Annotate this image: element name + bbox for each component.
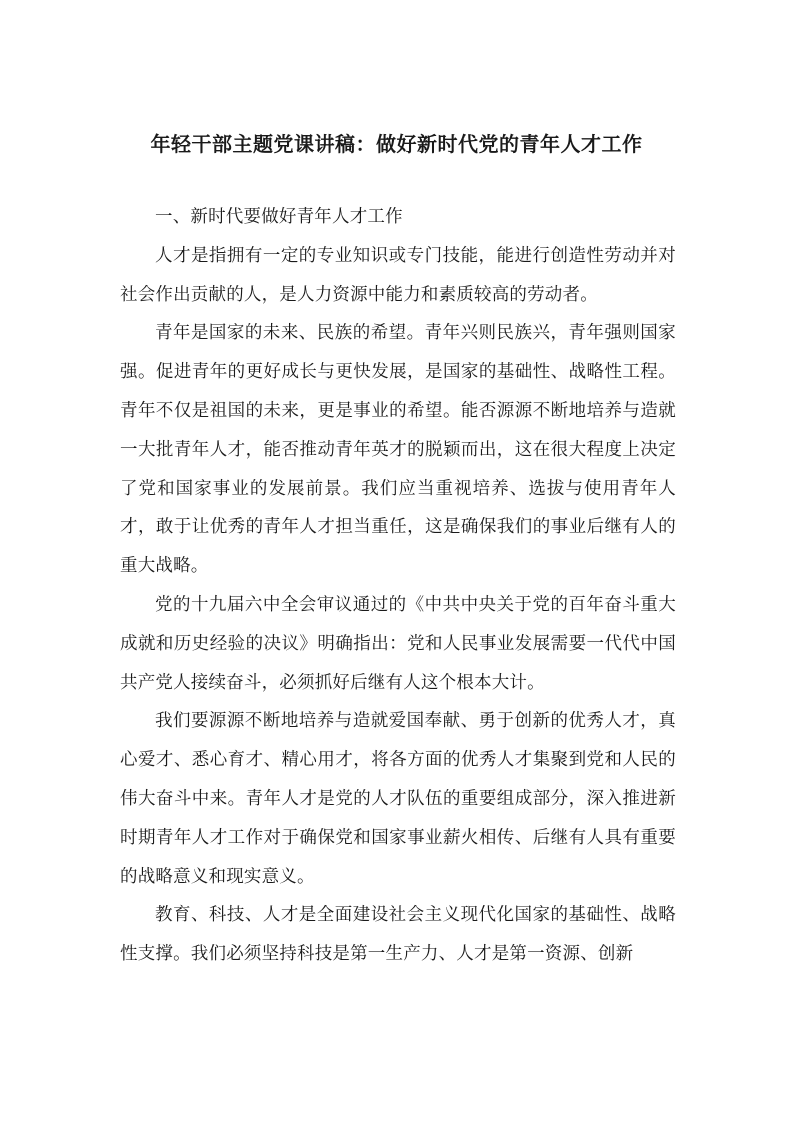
paragraph-education-science: 教育、科技、人才是全面建设社会主义现代化国家的基础性、战略性支撑。我们必须坚持科技是第一生产力、人才是第一资源、创新 bbox=[120, 905, 676, 965]
section-heading: 一、新时代要做好青年人才工作 bbox=[155, 207, 403, 227]
paragraph-youth-future: 青年是国家的未来、民族的希望。青年兴则民族兴，青年强则国家强。促进青年的更好成长与更快发展，是国家的基础性、战略性工程。青年不仅是祖国的未来，更是事业的希望。能否源源不断地培养与造就一大批青年人才，能否推动青年英才的脱颖而出，这在很大程度上决定了党和国家事业的发展前景。我们应当重视培养、选拔与使用青年人才，敢于让优秀的青年人才担当重任，这是确保我们的事业后继有人的重大战略。 bbox=[120, 323, 676, 577]
document-title: 年轻干部主题党课讲稿：做好新时代党的青年人才工作 bbox=[150, 132, 643, 156]
paragraph-talent-definition: 人才是指拥有一定的专业知识或专门技能，能进行创造性劳动并对社会作出贡献的人，是人力资源中能力和素质较高的劳动者。 bbox=[120, 245, 676, 305]
paragraph-plenary-resolution: 党的十九届六中全会审议通过的《中共中央关于党的百年奋斗重大成就和历史经验的决议》明确指出：党和人民事业发展需要一代代中国共产党人接续奋斗，必须抓好后继有人这个根本大计。 bbox=[120, 594, 676, 693]
document-body bbox=[120, 198, 676, 974]
paragraph-cultivate-talent: 我们要源源不断地培养与造就爱国奉献、勇于创新的优秀人才，真心爱才、悉心育才、精心用才，将各方面的优秀人才集聚到党和人民的伟大奋斗中来。青年人才是党的人才队伍的重要组成部分，深入推进新时期青年人才工作对于确保党和国家事业薪火相传、后继有人具有重要的战略意义和现实意义。 bbox=[120, 711, 676, 887]
